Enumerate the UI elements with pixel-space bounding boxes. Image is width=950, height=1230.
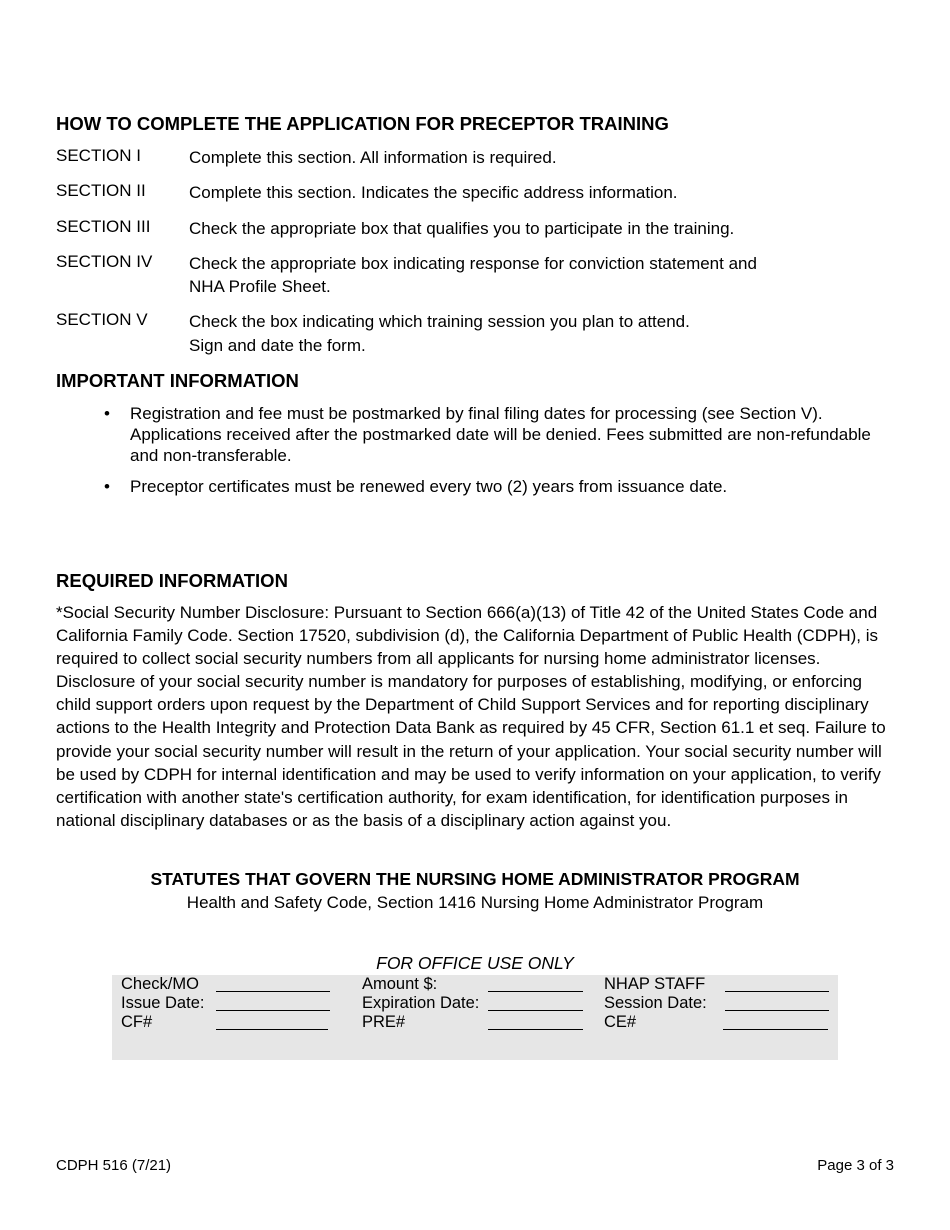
office-label-expiration-date: Expiration Date:	[362, 994, 480, 1012]
office-blank-ce	[723, 1015, 828, 1030]
office-blank-cf	[216, 1015, 328, 1030]
office-label-check-mo: Check/MO	[121, 975, 199, 993]
office-label-amount: Amount $:	[362, 975, 438, 993]
office-blank-pre	[488, 1015, 583, 1030]
office-blank-expiration-date	[488, 996, 583, 1011]
office-label-cf: CF#	[121, 1013, 153, 1031]
office-use-title: FOR OFFICE USE ONLY	[376, 953, 574, 973]
office-blank-amount	[488, 977, 583, 992]
section-4-text-line1: Check the appropriate box indicating response for conviction statement and	[189, 254, 757, 273]
section-5-text-line1: Check the box indicating which training session you plan to attend.	[189, 312, 690, 331]
required-heading: REQUIRED INFORMATION	[56, 570, 288, 591]
section-1-label: SECTION I	[56, 146, 142, 165]
ssn-disclosure-paragraph: *Social Security Number Disclosure: Pursuant to Section 666(a)(13) of Title 42 of the United States Code and California Family Code. Section 17520, subdivision (d), the California Department of Public Health (CDPH), is required to collect social security numbers from all applicants for nursing home administrator licenses. Disclosure of your social security number is mandatory for purposes of establishing, modifying, or enforcing child support orders upon request by the Department of Child Support Services and for reporting disciplinary actions to the Health Integrity and Protection Data Bank as required by 45 CFR, Section 61.1 et seq. Failure to provide your social security number will result in the return of your application. Your social security number will be used by CDPH for internal identification and may be used to verify information on your application, to verify certification with another state's certification authority, for exam identification, for identification purposes in national disciplinary databases or as the basis of a disciplinary action against you.	[56, 603, 886, 830]
section-3-text: Check the appropriate box that qualifies you to participate in the training.	[189, 219, 735, 238]
office-blank-session-date	[725, 996, 829, 1011]
office-label-nhap-staff: NHAP STAFF	[604, 975, 706, 993]
bullet-item: Preceptor certificates must be renewed every two (2) years from issuance date.	[130, 477, 728, 496]
office-label-pre: PRE#	[362, 1013, 406, 1031]
office-label-ce: CE#	[604, 1013, 637, 1031]
office-blank-check-mo	[216, 977, 330, 992]
section-3-label: SECTION III	[56, 217, 151, 236]
section-2-label: SECTION II	[56, 181, 146, 200]
how-to-heading: HOW TO COMPLETE THE APPLICATION FOR PRECEPTOR TRAINING	[56, 113, 669, 134]
section-4-text-line2: NHA Profile Sheet.	[189, 277, 331, 296]
bullet-marker: •	[104, 477, 110, 496]
statutes-subtext: Health and Safety Code, Section 1416 Nursing Home Administrator Program	[186, 893, 764, 912]
office-blank-issue-date	[216, 996, 330, 1011]
important-heading: IMPORTANT INFORMATION	[56, 370, 299, 391]
section-5-label: SECTION V	[56, 310, 148, 329]
bullet-marker: •	[104, 404, 110, 423]
office-label-session-date: Session Date:	[604, 994, 707, 1012]
office-label-issue-date: Issue Date:	[121, 994, 205, 1012]
statutes-heading: STATUTES THAT GOVERN THE NURSING HOME ADMINISTRATOR PROGRAM	[150, 869, 800, 889]
section-2-text: Complete this section. Indicates the specific address information.	[189, 183, 678, 202]
bullet-item: Registration and fee must be postmarked by final filing dates for processing (see Section V). Applications received after the postmarked date will be denied. Fees submitted are non-refundable and non-transferable.	[130, 404, 871, 465]
page-number: Page 3 of 3	[817, 1157, 894, 1174]
form-id: CDPH 516 (7/21)	[56, 1157, 172, 1174]
section-5-text-line2: Sign and date the form.	[189, 336, 366, 355]
section-1-text: Complete this section. All information is required.	[189, 148, 557, 167]
office-blank-nhap-staff	[725, 977, 829, 992]
section-4-label: SECTION IV	[56, 252, 153, 271]
